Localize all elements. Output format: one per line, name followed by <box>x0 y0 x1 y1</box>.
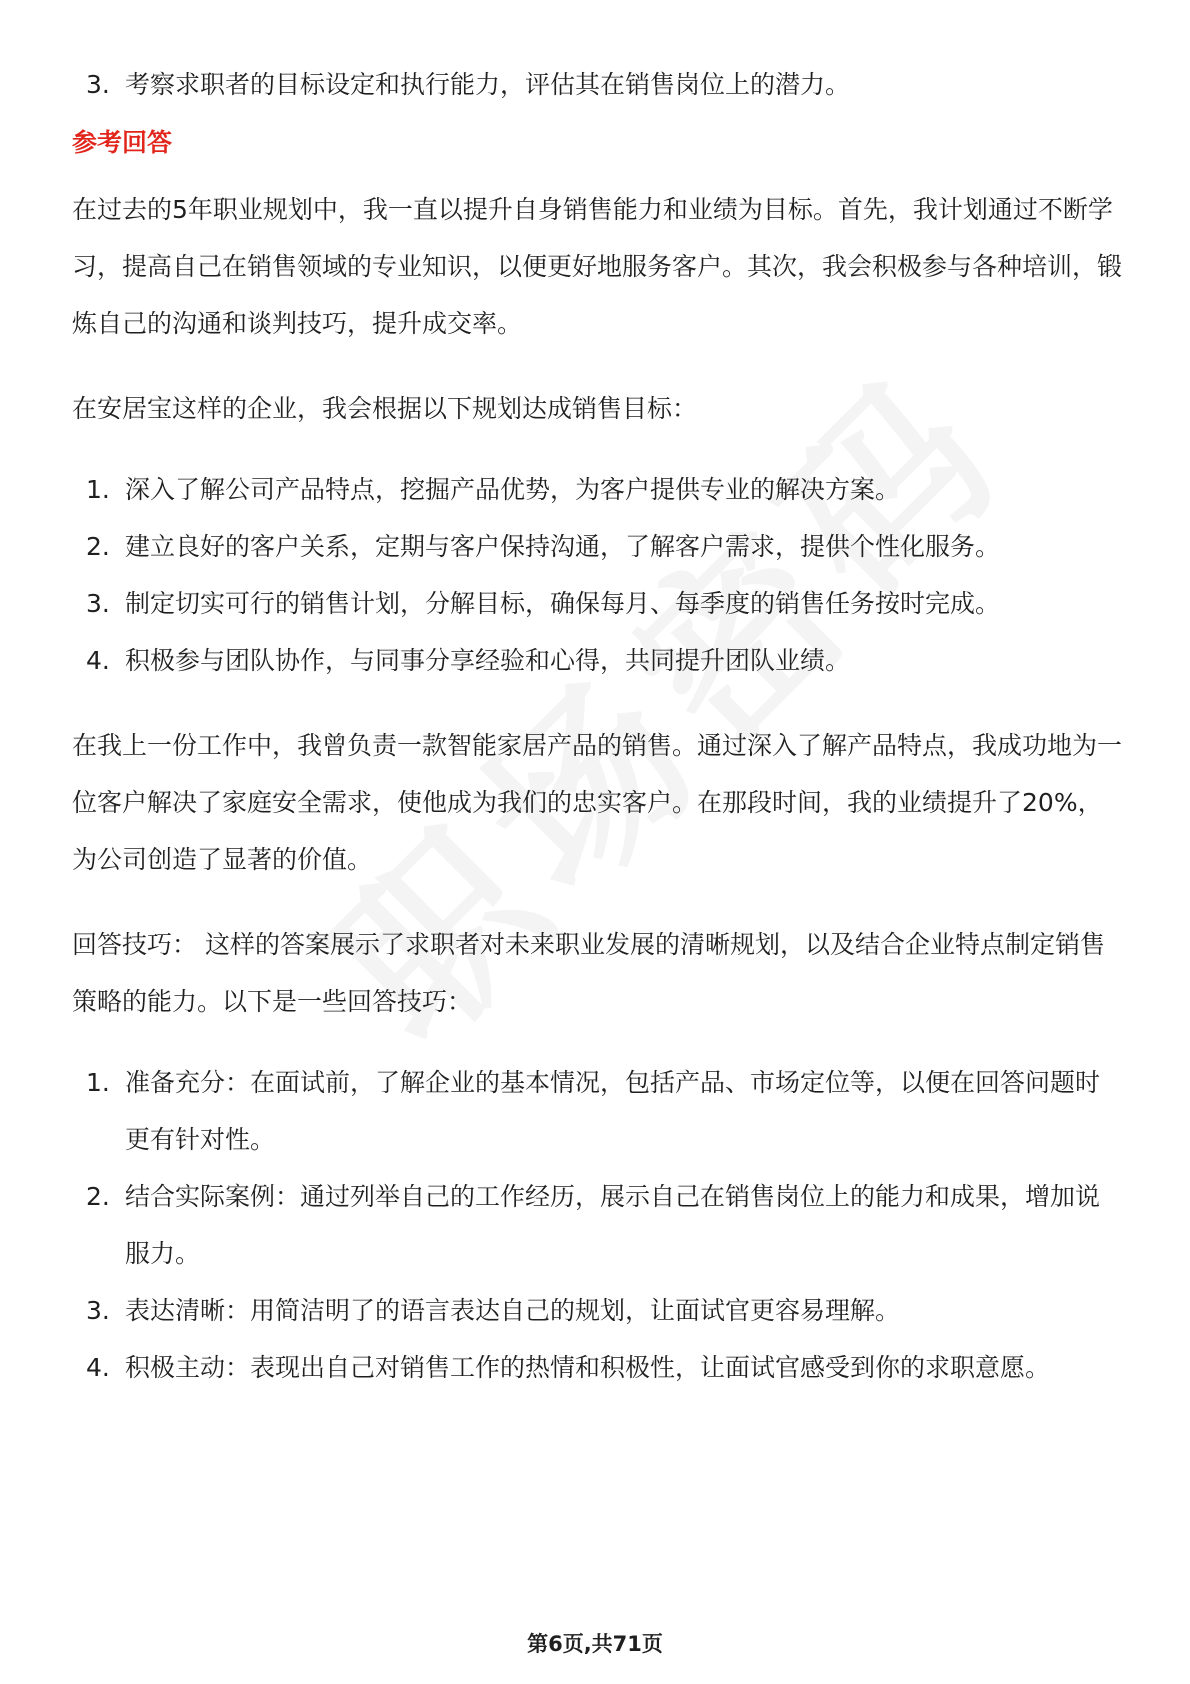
list-item <box>72 632 1122 689</box>
list-item <box>72 56 1122 113</box>
list-number: 2. <box>86 532 110 561</box>
list-item <box>72 518 1122 575</box>
list-text: 建立良好的客户关系，定期与客户保持沟通，了解客户需求，提供个性化服务。 <box>125 532 1001 561</box>
plan-list <box>72 461 1122 689</box>
list-number: 4. <box>86 1353 110 1382</box>
tips-intro: 回答技巧： 这样的答案展示了求职者对未来职业发展的清晰规划，以及结合企业特点制定销售策略的能力。以下是一些回答技巧： <box>72 930 1105 1016</box>
list-number: 1. <box>86 475 110 504</box>
list-text: 准备充分：在面试前，了解企业的基本情况，包括产品、市场定位等，以便在回答问题时更有针对性。 <box>125 1068 1101 1154</box>
reference-paragraph-2: 在安居宝这样的企业，我会根据以下规划达成销售目标： <box>72 394 698 423</box>
list-number: 3. <box>86 589 110 618</box>
list-item <box>72 1168 1122 1282</box>
section-heading-reference: 参考回答 <box>72 128 173 157</box>
list-item <box>72 1054 1122 1168</box>
reference-paragraph-1: 在过去的5年职业规划中，我一直以提升自身销售能力和业绩为目标。首先，我计划通过不断学习，提高自己在销售领域的专业知识，以便更好地服务客户。其次，我会积极参与各种培训，锻炼自己的沟通和谈判技巧，提升成交率。 <box>72 195 1123 338</box>
list-number: 3. <box>86 70 110 99</box>
list-number: 4. <box>86 646 110 675</box>
list-text: 深入了解公司产品特点，挖掘产品优势，为客户提供专业的解决方案。 <box>125 475 901 504</box>
list-text: 制定切实可行的销售计划，分解目标，确保每月、每季度的销售任务按时完成。 <box>125 589 1001 618</box>
list-item <box>72 575 1122 632</box>
list-item <box>72 461 1122 518</box>
list-text: 考察求职者的目标设定和执行能力，评估其在销售岗位上的潜力。 <box>125 70 851 99</box>
list-text: 积极参与团队协作，与同事分享经验和心得，共同提升团队业绩。 <box>125 646 851 675</box>
top-list <box>72 56 1122 113</box>
page-number: 第6页,共71页 <box>527 1632 663 1656</box>
list-item <box>72 1339 1122 1396</box>
tips-list <box>72 1054 1122 1396</box>
list-text: 表达清晰：用简洁明了的语言表达自己的规划，让面试官更容易理解。 <box>125 1296 901 1325</box>
list-number: 3. <box>86 1296 110 1325</box>
list-number: 1. <box>86 1068 110 1097</box>
list-number: 2. <box>86 1182 110 1211</box>
document-body <box>72 56 1122 1396</box>
list-text: 积极主动：表现出自己对销售工作的热情和积极性，让面试官感受到你的求职意愿。 <box>125 1353 1051 1382</box>
reference-paragraph-3: 在我上一份工作中，我曾负责一款智能家居产品的销售。通过深入了解产品特点，我成功地为一位客户解决了家庭安全需求，使他成为我们的忠实客户。在那段时间，我的业绩提升了20%，为公司创造了显著的价值。 <box>72 731 1123 874</box>
list-item <box>72 1282 1122 1339</box>
list-text: 结合实际案例：通过列举自己的工作经历，展示自己在销售岗位上的能力和成果，增加说服力。 <box>125 1182 1101 1268</box>
